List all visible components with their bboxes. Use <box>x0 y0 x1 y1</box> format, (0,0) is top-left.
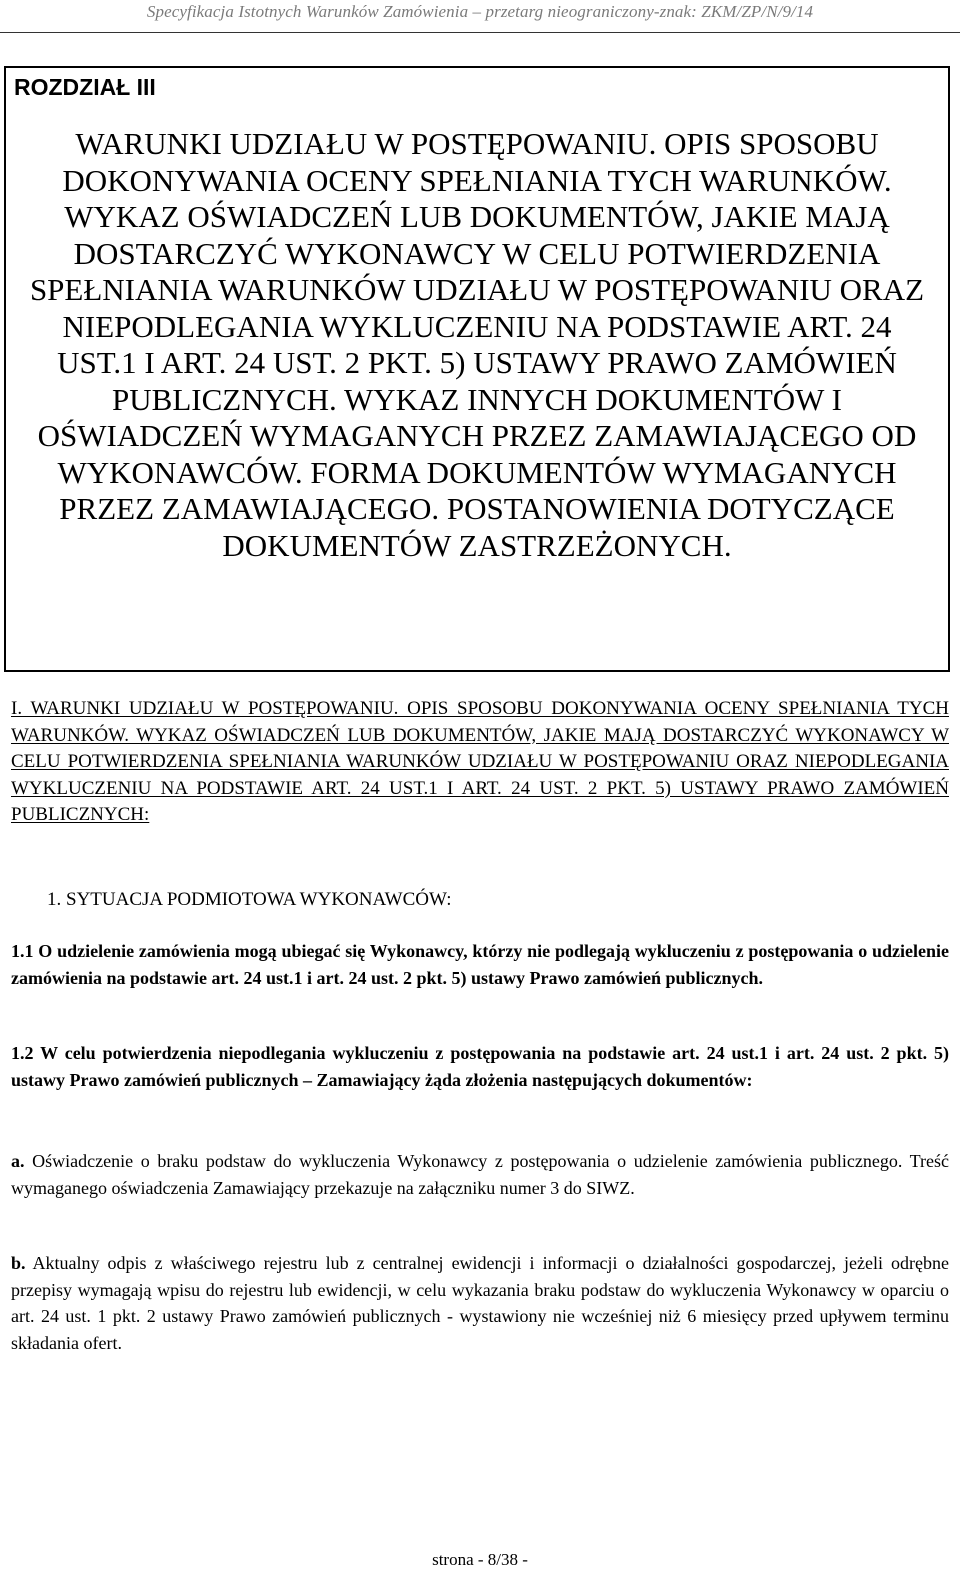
subheading-sytuacja: 1. SYTUACJA PODMIOTOWA WYKONAWCÓW: <box>47 889 452 910</box>
list-marker-a: a. <box>11 1151 25 1171</box>
chapter-box <box>4 66 950 672</box>
list-marker-b: b. <box>11 1253 26 1273</box>
chapter-label: ROZDZIAŁ III <box>14 74 156 100</box>
section-title: I. WARUNKI UDZIAŁU W POSTĘPOWANIU. OPIS SPOSOBU DOKONYWANIA OCENY SPEŁNIANIA TYCH WARUNKÓW. WYKAZ OŚWIADCZEŃ LUB DOKUMENTÓW, JAKIE MAJĄ DOSTARCZYĆ WYKONAWCY W CELU POTWIERDZENIA SPEŁNIANIA WARUNKÓW UDZIAŁU W POSTĘPOWANIU ORAZ NIEPODLEGANIA WYKLUCZENIU NA PODSTAWIE ART. 24 UST.1 I ART. 24 UST. 2 PKT. 5) USTAWY PRAWO ZAMÓWIEŃ PUBLICZNYCH: <box>11 698 949 825</box>
header-rule <box>0 32 960 33</box>
list-item-a <box>11 1148 949 1201</box>
page-header: Specyfikacja Istotnych Warunków Zamówienia – przetarg nieograniczony-znak: ZKM/ZP/N/9/14 <box>146 2 814 21</box>
paragraph-1-1: 1.1 O udzielenie zamówienia mogą ubiegać się Wykonawcy, którzy nie podlegają wykluczeniu z postępowania o udzielenie zamówienia na podstawie art. 24 ust.1 i art. 24 ust. 2 pkt. 5) ustawy Prawo zamówień publicznych. <box>11 941 949 988</box>
page-number: strona - 8/38 - <box>432 1550 528 1569</box>
chapter-title: WARUNKI UDZIAŁU W POSTĘPOWANIU. OPIS SPOSOBU DOKONYWANIA OCENY SPEŁNIANIA TYCH WARUNKÓW. WYKAZ OŚWIADCZEŃ LUB DOKUMENTÓW, JAKIE MAJĄ DOSTARCZYĆ WYKONAWCY W CELU POTWIERDZENIA SPEŁNIANIA WARUNKÓW UDZIAŁU W POSTĘPOWANIU ORAZ NIEPODLEGANIA WYKLUCZENIU NA PODSTAWIE ART. 24 UST.1 I ART. 24 UST. 2 PKT. 5) USTAWY PRAWO ZAMÓWIEŃ PUBLICZNYCH. WYKAZ INNYCH DOKUMENTÓW I OŚWIADCZEŃ WYMAGANYCH PRZEZ ZAMAWIAJĄCEGO OD WYKONAWCÓW. FORMA DOKUMENTÓW WYMAGANYCH PRZEZ ZAMAWIAJĄCEGO. POSTANOWIENIA DOTYCZĄCE DOKUMENTÓW ZASTRZEŻONYCH. <box>29 126 925 563</box>
paragraph-1-2: 1.2 W celu potwierdzenia niepodlegania wykluczeniu z postępowania na podstawie art. 24 ust.1 i art. 24 ust. 2 pkt. 5) ustawy Prawo zamówień publicznych – Zamawiający żąda złożenia następujących dokumentów: <box>11 1043 949 1090</box>
list-item-b <box>11 1250 949 1356</box>
list-text-b: Aktualny odpis z właściwego rejestru lub z centralnej ewidencji i informacji o działalności gospodarczej, jeżeli odrębne przepisy wymagają wpisu do rejestru lub ewidencji, w celu wykazania braku podstaw do wykluczenia Wykonawcy w oparciu o art. 24 ust. 1 pkt. 2 ustawy Prawo zamówień publicznych - wystawiony nie wcześniej niż 6 miesięcy przed upływem terminu składania ofert. <box>11 1253 949 1353</box>
list-text-a: Oświadczenie o braku podstaw do wykluczenia Wykonawcy z postępowania o udzielenie zamówienia publicznego. Treść wymaganego oświadczenia Zamawiający przekazuje na załączniku numer 3 do SIWZ. <box>11 1151 949 1198</box>
